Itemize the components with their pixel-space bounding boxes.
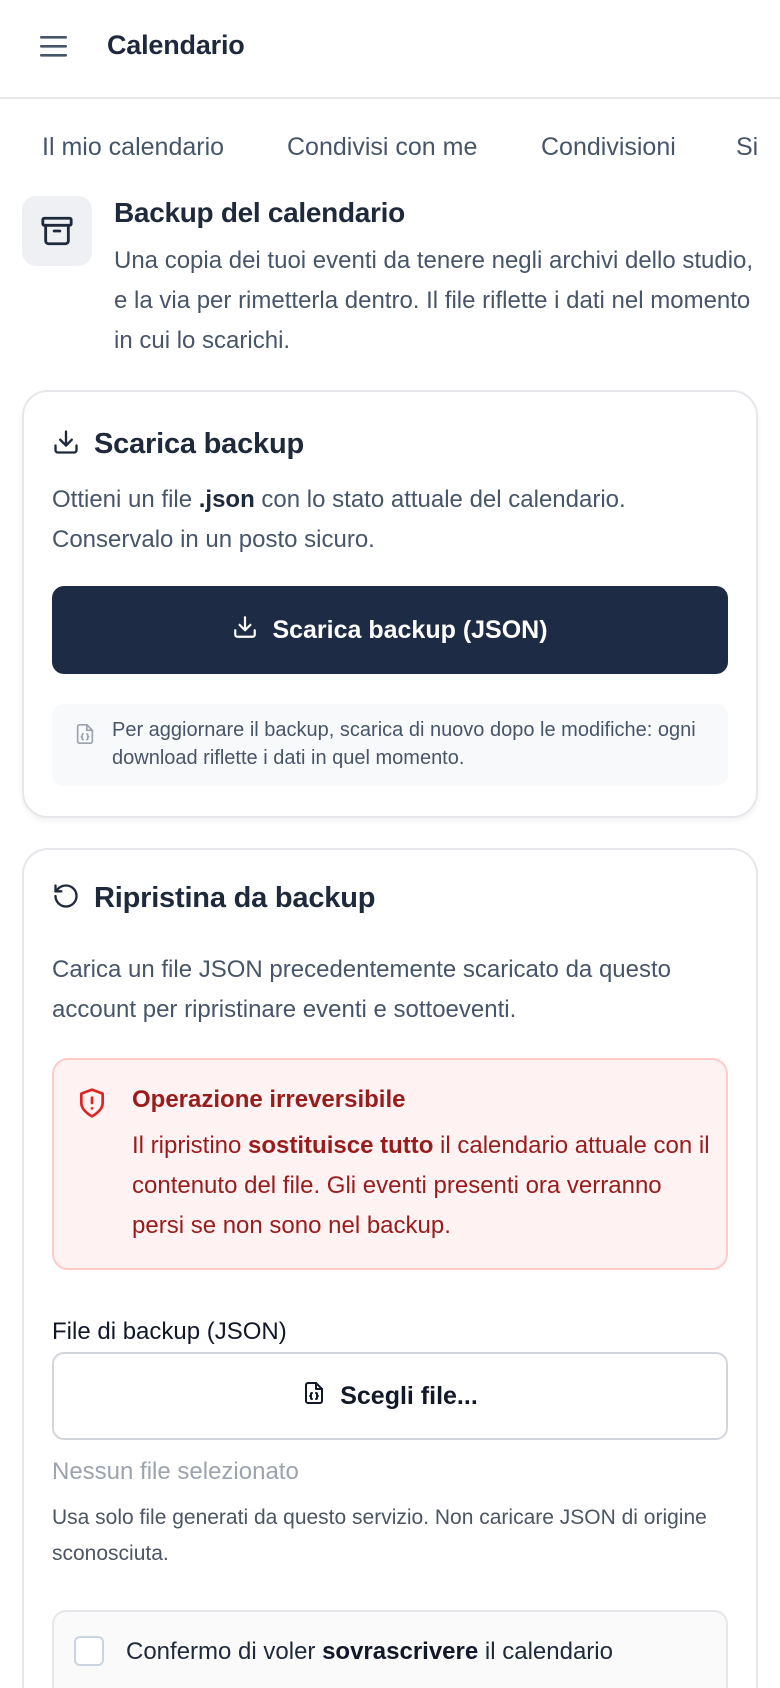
alert-title: Operazione irreversibile [132, 1086, 406, 1113]
rotate-ccw-icon [52, 882, 80, 915]
archive-icon [22, 196, 92, 266]
tab-shared-with-me[interactable]: Condivisi con me [287, 133, 478, 161]
tab-overflow[interactable]: Si [736, 133, 759, 161]
restore-card [22, 848, 758, 1688]
backup-file-label: File di backup (JSON) [52, 1318, 287, 1345]
top-bar [0, 0, 780, 99]
download-note-text: Per aggiornare il backup, scarica di nuovo dopo le modifiche: ogni download riflette i dati in quel momento. [112, 719, 696, 769]
download-card-description: Ottieni un file .json con lo stato attuale del calendario. Conservalo in un posto sicuro. [52, 486, 626, 553]
restore-card-header [52, 882, 375, 915]
restore-card-description: Carica un file JSON precedentemente scaricato da questo account per ripristinare eventi e sottoeventi. [52, 956, 671, 1023]
download-backup-button-label: Scarica backup (JSON) [272, 615, 548, 644]
download-card-header [52, 428, 304, 461]
alert-text: Il ripristino sostituisce tutto il calendario attuale con il contenuto del file. Gli eventi presenti ora verranno persi se non sono nel backup. [132, 1132, 710, 1239]
irreversible-alert [52, 1058, 728, 1270]
confirm-overwrite-box [52, 1610, 728, 1688]
download-icon [52, 428, 80, 461]
shield-alert-icon [76, 1086, 108, 1125]
file-status: Nessun file selezionato [52, 1458, 299, 1485]
tab-my-calendar[interactable]: Il mio calendario [42, 133, 225, 161]
page-description: Una copia dei tuoi eventi da tenere negli archivi dello studio, e la via per rimetterla dentro. Il file riflette i dati nel momento in cui lo scarichi. [114, 247, 754, 354]
choose-file-button[interactable] [52, 1352, 728, 1440]
download-note [52, 704, 728, 786]
download-icon [232, 614, 258, 647]
tab-shares[interactable]: Condivisioni [541, 133, 676, 161]
file-help-text: Usa solo file generati da questo servizio. Non caricare JSON di origine sconosciuta. [52, 1506, 707, 1565]
file-json-icon [302, 1379, 326, 1414]
restore-card-title: Ripristina da backup [94, 882, 376, 914]
app-title: Calendario [107, 30, 245, 60]
tab-bar [0, 99, 780, 195]
download-card-title: Scarica backup [94, 428, 304, 460]
confirm-overwrite-checkbox[interactable] [74, 1636, 104, 1666]
download-backup-button[interactable] [52, 586, 728, 674]
choose-file-label: Scegli file... [340, 1381, 478, 1410]
file-json-icon [74, 722, 96, 751]
menu-icon[interactable] [40, 34, 68, 58]
download-card [22, 390, 758, 818]
page-title: Backup del calendario [114, 197, 405, 228]
confirm-overwrite-text: Confermo di voler sovrascrivere il calendario [126, 1638, 613, 1665]
